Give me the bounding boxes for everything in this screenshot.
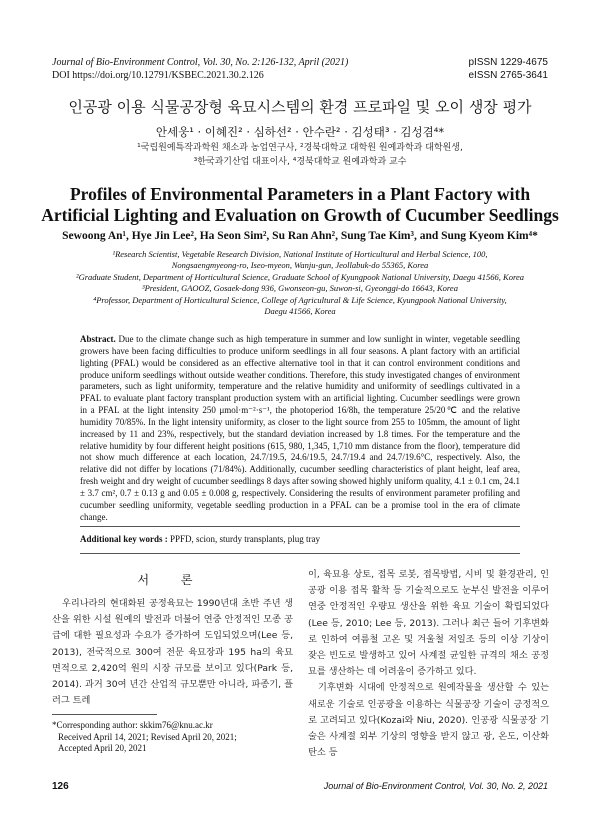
page-number: 126 [52,781,69,792]
korean-authors: 안세웅¹ · 이혜진² · 심하선² · 안수란² · 김성태³ · 김성겸⁴* [155,125,445,139]
abstract-text: Due to the climate change such as high temperature in summer and low sunlight in winter, vegetable seedling growers have been facing difficulties to produce uniform seedlings in all four seasons. A plant factory with an artificial lighting (PFAL) would be considered as an effective alternative tool in that it can control environment conditions and produce uniform seedlings without outside weather conditions. Therefore, this study investigated changes of environment parameters, such as light uniformity, temperature and the relative humidity and uniformity of seedlings cultivated in a PFAL to evaluate plant factory transplant production system with an artificial lighting. Cucumber seedlings were grown in a PFAL at the light intensity 250 μmol·m⁻²·s⁻¹, the photoperiod 16/8h, the temperature 25/20℃ and the relative humidity 70/85%. In the light intensity uniformity, as closer to the light source from 255 to 105mm, the amount of light increased by 11 and 23%, respectively, but the standard deviation increased by 1.8 times. For the temperature and the relative humidity by four different height positions (615, 980, 1,345, 1,710 mm distance from the floor), temperature did not show much difference at each location, 24.7/19.5, 24.6/19.5, 24.7/19.4 and 24.7/19.6°C, respectively. Also, the relative did not differ by locations (71/84%). Additionally, cucumber seedling characteristics of plant height, leaf area, fresh weight and dry weight of cucumber seedlings 8 days after sowing showed highly uniform quality, 4.1 ± 0.1 cm, 24.1 ± 3.7 cm², 0.7 ± 0.13 g and 0.05 ± 0.008 g, respectively. Considering the results of environment parameter profiling and cucumber seedling uniformity, vegetable seedling production in a PFAL can be a promise tool in the era of climate change. [80,334,521,522]
korean-affiliations [0,141,600,169]
abstract [80,334,520,524]
korean-affiliation-1: ¹국립원예특작과학원 채소과 농업연구사, ²경북대학교 대학원 원예과학과 대학원생, [137,143,463,153]
english-affiliation-line: ³President, GAOOZ, Gosaek-dong 936, Gwonseon-gu, Suwon-si, Gyeonggi-do 16643, Korea [142,283,458,294]
body-paragraph: 이, 육묘용 상토, 접목 로봇, 접목방법, 시비 및 환경관리, 인공광 이용 접목 활착 등 기술적으로도 눈부신 발전을 이루어 연중 안정적인 우량묘 생산을 위한 육묘 기술이 확립되었다(Lee 등, 2010; Lee 등, 2013). 그러나 최근 들어 기후변화로 인하여 여름철 고온 및 겨울철 저일조 등의 이상 기상이 잦은 빈도로 발생하고 있어 사계절 균일한 규격의 채소 공정묘를 생산하는 데 어려움이 증가하고 있다. [308,569,549,678]
keywords [80,534,320,544]
abstract-label: Abstract. [80,334,116,344]
pissn: pISSN 1229-4675 [468,57,548,68]
body-column-left [52,596,293,709]
english-authors: Sewoong An¹, Hye Jin Lee², Ha Seon Sim², Su Ran Ahn², Sung Tae Kim³, and Sung Kyeom Kim⁴* [62,230,538,242]
section-heading: 서 론 [137,573,207,587]
english-affiliation-line: ⁴Professor, Department of Horticultural Science, College of Agricultural & Life Science, Kyungpook National University, [93,294,507,305]
footnote-divider [52,714,157,715]
accepted-date: Accepted April 20, 2021 [58,743,147,753]
english-affiliation-line: ¹Research Scientist, Vegetable Research Division, National Institute of Horticultural and Herbal Science, 100, [112,249,488,259]
english-affiliation-line: ²Graduate Student, Department of Horticultural Science, Graduate School of Kyungpook National University, Daegu 41566, Korea [76,271,524,282]
korean-affiliation-2: ³한국과기산업 대표이사, ⁴경북대학교 원예과학과 교수 [193,157,407,167]
body-paragraph: 우리나라의 현대화된 공정육묘는 1990년대 초반 주년 생산을 위한 시설 원예의 발전과 더불어 연중 안정적인 모종 공급에 대한 필요성과 수요가 증가하여 도입되었으며(Lee 등, 2013), 전국적으로 300여 전문 육묘장과 195 ha의 육묘 면적으로 2,420억 원의 시장 규모를 보이고 있다(Park 등, 2014). 과거 30여 년간 산업적 규모뿐만 아니라, 파종기, 플러그 트레 [52,598,293,707]
english-affiliation-line: Daegu 41566, Korea [264,306,336,317]
english-affiliation-line: Nongsaengmyeong-ro, Iseo-myeon, Wanju-gun, Jeollabuk-do 55365, Korea [171,260,429,271]
issn-block [468,56,548,82]
keywords-label: Additional key words : [80,534,168,544]
journal-citation [52,56,348,82]
english-affiliations [52,249,548,317]
keywords-text: PPFD, scion, sturdy transplants, plug tray [170,534,321,544]
body-paragraph: 기후변화 시대에 안정적으로 원예작물을 생산할 수 있는 새로운 기술로 인공광을 이용하는 식물공장 기술이 긍정적으로 고려되고 있다(Kozai와 Niu, 2020). 인공광 식물공장 기술은 사계절 외부 기상의 영향을 받지 않고 광, 온도, 이산화탄소 등 [308,682,549,759]
running-footer: Journal of Bio-Environment Control, Vol. 30, No. 2, 2021 [323,781,548,791]
received-dates: Received April 14, 2021; Revised April 20, 2021; [58,731,237,742]
english-title: Profiles of Environmental Parameters in a Plant Factory with Artificial Lighting and Evaluation on Growth of Cucumber Seedlings [41,184,559,225]
doi-line: DOI https://doi.org/10.12791/KSBEC.2021.30.2.126 [52,70,264,81]
journal-line: Journal of Bio-Environment Control, Vol. 30, No. 2:126-132, April (2021) [52,57,349,68]
footnote [52,720,237,755]
abstract-divider-top [80,526,520,527]
abstract-divider-bottom [80,553,520,554]
corresponding-author: *Corresponding author: skkim76@knu.ac.kr [52,720,213,730]
korean-title: 인공광 이용 식물공장형 육묘시스템의 환경 프로파일 및 오이 생장 평가 [68,98,532,116]
body-column-right [308,567,549,761]
eissn: eISSN 2765-3641 [468,70,548,81]
